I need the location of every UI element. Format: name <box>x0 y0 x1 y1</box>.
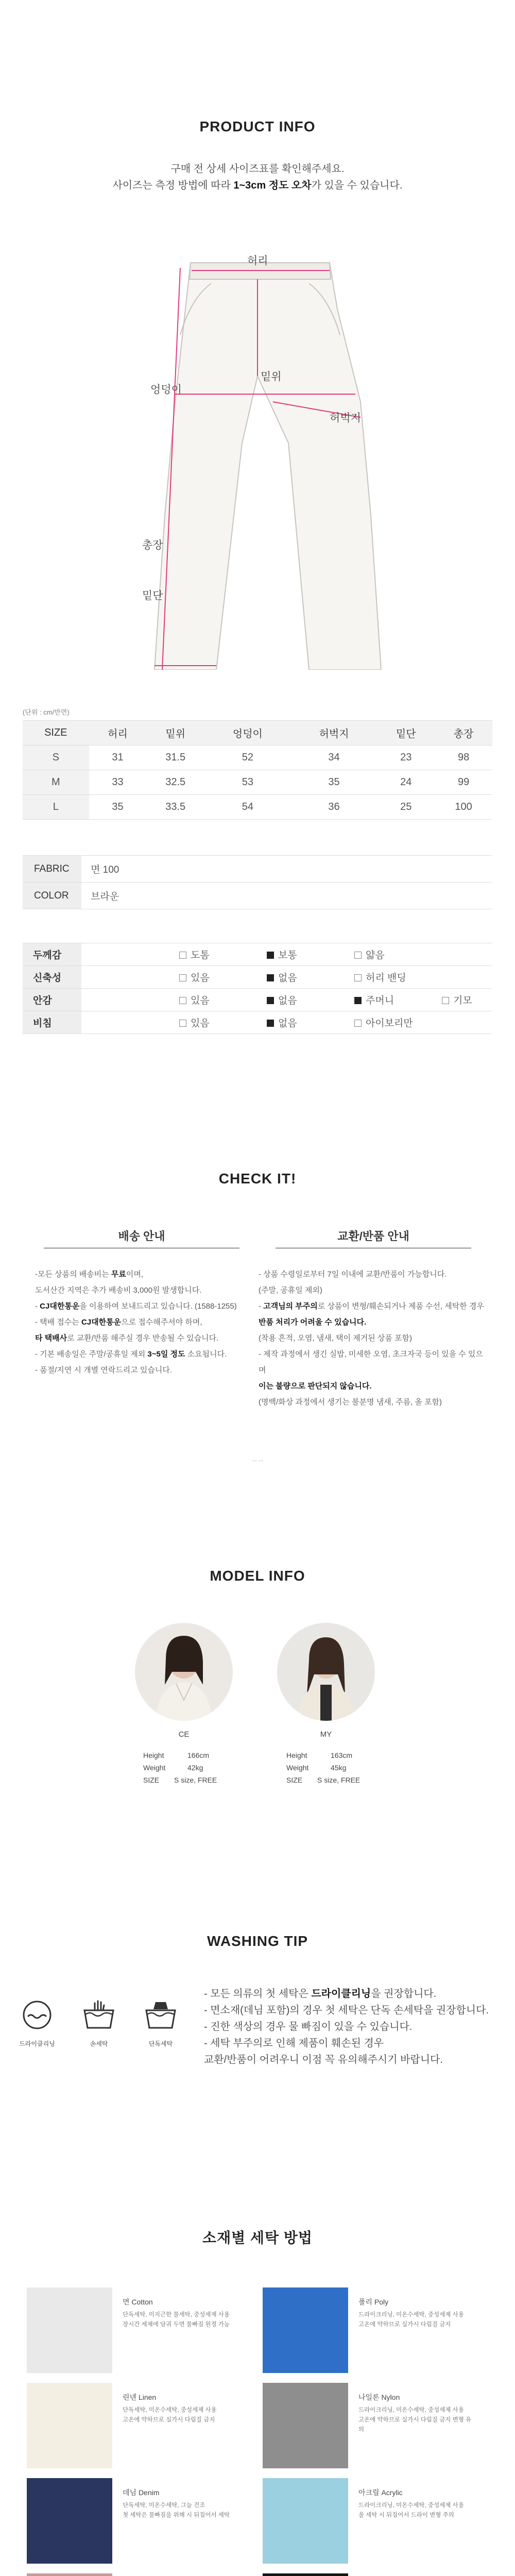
size-cell: S <box>23 745 89 770</box>
list-item: - 품절/지연 시 개별 연락드리고 있습니다. <box>35 1366 173 1375</box>
size-col-header: SIZE <box>23 721 89 745</box>
section-title: MODEL INFO <box>210 1568 305 1584</box>
size-cell: 23 <box>377 745 435 770</box>
material-description: 단독세탁, 미온수세탁, 그늘 건조 <box>123 2502 205 2509</box>
checkbox-filled-icon <box>267 974 274 981</box>
materials-section <box>0 2227 515 2247</box>
spec-height: Height 166cm <box>143 1751 210 1759</box>
dry-clean-icon <box>21 1999 54 2031</box>
material-swatch <box>263 2383 348 2468</box>
size-cell: 33.5 <box>146 795 204 820</box>
exchange-title: 교환/반품 안내 <box>337 1230 409 1243</box>
checkbox-empty-icon <box>354 952 362 959</box>
material-name: 면 Cotton <box>123 2298 153 2306</box>
intro-line-2: 사이즈는 측정 방법에 따라 1~3cm 정도 오차가 있을 수 있습니다. <box>112 180 403 191</box>
option-row-thickness <box>23 943 492 966</box>
size-cell: 52 <box>204 745 291 770</box>
model-photo-image <box>135 1623 233 1721</box>
model-spec-ce <box>143 1749 262 1786</box>
washing-tip-section <box>0 1933 515 1950</box>
material-description: 드라이크리닝, 미온수세탁, 중성세제 사용 <box>358 2502 464 2509</box>
size-cell: 32.5 <box>146 770 204 795</box>
model-name-my: MY <box>320 1730 332 1739</box>
checkbox-filled-icon <box>267 952 274 959</box>
size-cell: 100 <box>435 795 492 820</box>
option-label: 안감 <box>23 989 81 1011</box>
list-item: - 세탁 부주의로 인해 제품이 훼손된 경우 <box>204 2038 384 2049</box>
washing-tip-list <box>204 1986 497 2068</box>
material-description: 첫 세탁은 물빠짐을 위해 시 뒤집어서 세탁 <box>123 2512 230 2518</box>
section-title: WASHING TIP <box>207 1933 308 1949</box>
color-label: COLOR <box>23 883 81 909</box>
diagram-label-hip: 엉덩이 <box>150 384 182 396</box>
list-item: 교환/반품이 어려우니 이점 꼭 유의해주시기 바랍니다. <box>204 2054 443 2065</box>
list-item: - CJ대한통운을 이용하여 보내드리고 있습니다. (1588-1255) <box>35 1302 237 1311</box>
material-description: 고온에 약하므로 실가시 다림질 금지 <box>123 2417 215 2423</box>
list-item: - 고객님의 부주의로 상품이 변형/훼손되거나 제품 수선, 세탁한 경우 <box>259 1302 484 1311</box>
model-spec-my <box>286 1749 405 1786</box>
size-table-header-row <box>23 721 492 745</box>
material-description: 고온에 약하므로 실가시 다림질 금지 변형 유의 <box>358 2417 472 2433</box>
spec-size: SIZE S size, FREE <box>143 1776 217 1784</box>
color-row <box>23 883 492 909</box>
size-cell: M <box>23 770 89 795</box>
fabric-color-table <box>23 855 492 909</box>
material-name: 데님 Denim <box>123 2488 160 2497</box>
size-col-header: 밑위 <box>146 721 204 745</box>
option-row-sheer: 비침 있음 없음 아이보리만 <box>23 1011 492 1034</box>
checkbox-empty-icon <box>354 1020 362 1027</box>
option-thin: 얇음 <box>354 947 442 961</box>
option-label: 비침 <box>23 1011 81 1034</box>
option-thick: 도톰 <box>179 947 267 961</box>
list-item: 이는 불량으로 판단되지 않습니다. <box>259 1382 372 1391</box>
size-cell: 36 <box>291 795 377 820</box>
list-item: 반품 처리가 어려울 수 있습니다. <box>259 1318 367 1327</box>
checkbox-empty-icon <box>179 1020 186 1027</box>
option-label: 신축성 <box>23 966 81 989</box>
section-title: 소재별 세탁 방법 <box>202 2230 313 2246</box>
checkbox-empty-icon <box>354 974 362 981</box>
check-it-section <box>0 1171 515 1187</box>
size-cell: 31 <box>89 745 147 770</box>
material-description: 고온에 약하므로 실가시 다림질 금지 <box>358 2321 451 2328</box>
color-value: 브라운 <box>81 883 492 909</box>
small-mark: ㅡ ㅡ <box>251 1459 264 1465</box>
checkbox-empty-icon <box>179 952 186 959</box>
size-cell: L <box>23 795 89 820</box>
section-title: CHECK IT! <box>218 1171 297 1187</box>
hand-wash-icon <box>82 1999 115 2031</box>
list-item: (명백/화상 과정에서 생기는 불분명 냄새, 주름, 올 포함) <box>259 1398 442 1406</box>
list-item: - 기본 배송일은 주말/공휴일 제외 3~5일 정도 소요됩니다. <box>35 1350 227 1359</box>
size-cell: 35 <box>291 770 377 795</box>
list-item: 타 택배사로 교환/반품 해주실 경우 반송될 수 있습니다. <box>35 1334 219 1343</box>
size-cell: 25 <box>377 795 435 820</box>
size-cell: 34 <box>291 745 377 770</box>
list-item: 도서산간 지역은 추가 배송비 3,000원 발생합니다. <box>35 1286 202 1295</box>
list-item: - 면소재(데님 포함)의 경우 첫 세탁은 단독 손세탁을 권장합니다. <box>204 2005 489 2016</box>
diagram-label-waist: 허리 <box>247 255 268 267</box>
size-cell: 24 <box>377 770 435 795</box>
table-row <box>23 745 492 770</box>
material-swatch <box>263 2287 348 2373</box>
size-cell: 54 <box>204 795 291 820</box>
spec-height: Height 163cm <box>286 1751 353 1759</box>
option-row-lining: 안감 있음 없음 주머니 기모 <box>23 989 492 1011</box>
diagram-label-hem: 밑단 <box>142 590 163 602</box>
material-swatch <box>27 2383 112 2468</box>
checkbox-empty-icon <box>179 974 186 981</box>
size-cell: 98 <box>435 745 492 770</box>
fabric-label: FABRIC <box>23 856 81 883</box>
model-info-section <box>0 1568 515 1584</box>
size-cell: 53 <box>204 770 291 795</box>
size-table <box>23 720 492 820</box>
spec-size: SIZE S size, FREE <box>286 1776 360 1784</box>
list-item: - 진한 색상의 경우 물 빠짐이 있을 수 있습니다. <box>204 2021 413 2032</box>
size-col-header: 허리 <box>89 721 147 745</box>
material-swatch <box>263 2478 348 2564</box>
spec-weight: Weight 42kg <box>143 1764 203 1772</box>
diagram-label-thigh: 허벅지 <box>330 412 361 424</box>
option-row-stretch: 신축성 있음 없음 허리 밴딩 <box>23 966 492 989</box>
model-photo-my <box>277 1623 375 1721</box>
material-description: 단독세탁, 미온수세탁, 중성세제 사용 <box>123 2407 217 2413</box>
material-swatch <box>27 2478 112 2564</box>
delivery-list <box>35 1266 262 1378</box>
material-description: 드라이크리닝, 미온수세탁, 중성세제 사용 <box>358 2407 464 2413</box>
size-col-header: 총장 <box>435 721 492 745</box>
diagram-label-rise: 밑위 <box>261 371 282 383</box>
model-photo-ce <box>135 1623 233 1721</box>
checkbox-empty-icon <box>442 997 449 1004</box>
size-cell: 99 <box>435 770 492 795</box>
list-item: - 택배 접수는 CJ대한통운으로 접수해주셔야 하며, <box>35 1318 202 1327</box>
material-description: 단독세탁, 미지근한 물세탁, 중성세제 사용 <box>123 2312 230 2318</box>
material-name: 폴리 Poly <box>358 2298 389 2306</box>
material-swatch <box>263 2573 348 2576</box>
option-label: 두께감 <box>23 943 81 966</box>
dry-clean-label: 드라이클리닝 <box>19 2040 55 2047</box>
table-row <box>23 795 492 820</box>
table-row <box>23 770 492 795</box>
pants-size-diagram <box>0 247 515 670</box>
list-item: - 제작 과정에서 생긴 실밥, 미세한 오염, 초크자국 등이 있을 수 있으며 <box>259 1350 483 1375</box>
intro-line-1: 구매 전 상세 사이즈표를 확인해주세요. <box>170 163 345 175</box>
separate-wash-label: 단독세탁 <box>148 2040 173 2047</box>
material-description: 드라이크리닝, 미온수세탁, 중성세제 사용 <box>358 2312 464 2318</box>
separate-wash-icon <box>144 1999 177 2031</box>
size-cell: 31.5 <box>146 745 204 770</box>
checkbox-filled-icon <box>354 997 362 1004</box>
material-description: 장시간 세제에 담궈 두면 물빠짐 원정 가능 <box>123 2321 230 2328</box>
spec-weight: Weight 45kg <box>286 1764 347 1772</box>
material-swatch <box>27 2287 112 2373</box>
material-name: 아크릴 Acrylic <box>358 2488 403 2497</box>
fit-options-table <box>23 943 492 1034</box>
delivery-title: 배송 안내 <box>118 1230 165 1243</box>
checkbox-empty-icon <box>179 997 186 1004</box>
diagram-label-length: 총장 <box>142 539 163 551</box>
checkbox-filled-icon <box>267 997 274 1004</box>
option-normal: 보통 <box>267 947 354 961</box>
list-item: (착용 흔적, 오염, 냄새, 택이 제거된 상품 포함) <box>259 1334 412 1343</box>
model-name-ce: CE <box>178 1730 190 1739</box>
material-swatch <box>27 2573 112 2576</box>
material-name: 나일론 Nylon <box>358 2393 400 2401</box>
size-cell: 35 <box>89 795 147 820</box>
material-description: 울 세탁 시 뒤집어서 드라이 변형 주의 <box>358 2512 454 2518</box>
size-col-header: 허벅지 <box>291 721 377 745</box>
hand-wash-label: 손세탁 <box>90 2040 108 2047</box>
size-unit-note: (단위 : cm/반면) <box>23 708 70 716</box>
section-title: PRODUCT INFO <box>199 118 316 134</box>
list-item: -모든 상품의 배송비는 무료이며, <box>35 1270 144 1279</box>
model-photo-image <box>277 1623 375 1721</box>
list-item: - 모든 의류의 첫 세탁은 드라이클리닝을 권장합니다. <box>204 1988 437 1999</box>
list-item: - 상품 수령일로부터 7일 이내에 교환/반품이 가능합니다. <box>259 1270 447 1279</box>
size-cell: 33 <box>89 770 147 795</box>
fabric-row <box>23 856 492 883</box>
material-name: 린넨 Linen <box>123 2393 157 2401</box>
list-item: (주말, 공휴일 제외) <box>259 1286 322 1295</box>
size-col-header: 엉덩이 <box>204 721 291 745</box>
size-col-header: 밑단 <box>377 721 435 745</box>
fabric-value: 면 100 <box>81 856 492 883</box>
exchange-list <box>259 1266 485 1410</box>
product-info-section <box>0 118 515 194</box>
checkbox-filled-icon <box>267 1020 274 1027</box>
